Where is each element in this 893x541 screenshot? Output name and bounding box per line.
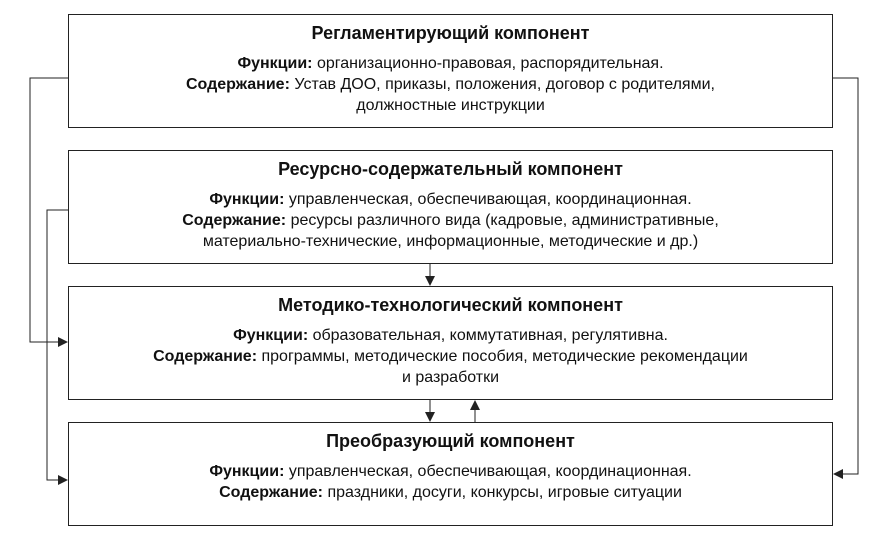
component-box-regulatory — [68, 14, 833, 128]
connector-regulatory-to-transforming — [833, 78, 858, 474]
component-box-resource — [68, 150, 833, 264]
content-line — [79, 210, 822, 231]
functions-text: управленческая, обеспечивающая, координационная. — [288, 191, 692, 208]
component-body — [69, 325, 832, 388]
component-title: Методико-технологический компонент — [278, 295, 623, 315]
content-line-2: материально-технические, информационные, методические и др.) — [202, 233, 699, 250]
component-body — [69, 461, 832, 503]
content-text: праздники, досуги, конкурсы, игровые ситуации — [327, 484, 682, 501]
functions-text: организационно-правовая, распорядительная. — [316, 55, 664, 72]
component-box-methodical — [68, 286, 833, 400]
connector-resource-to-transforming — [47, 210, 68, 480]
functions-label: Функции: — [237, 55, 313, 72]
component-body — [69, 189, 832, 252]
functions-text: образовательная, коммутативная, регулятивна. — [312, 327, 668, 344]
content-line — [79, 482, 822, 503]
functions-label: Функции: — [209, 191, 285, 208]
component-box-transforming — [68, 422, 833, 526]
content-text: программы, методические пособия, методические рекомендации — [261, 348, 748, 365]
content-line-2: должностные инструкции — [356, 97, 545, 114]
content-line — [79, 74, 822, 95]
component-title: Ресурсно-содержательный компонент — [278, 159, 623, 179]
functions-label: Функции: — [233, 327, 309, 344]
component-title: Регламентирующий компонент — [311, 23, 590, 43]
functions-line — [79, 53, 822, 74]
content-line — [79, 346, 822, 367]
content-line-2: и разработки — [401, 369, 500, 386]
component-title: Преобразующий компонент — [326, 431, 575, 451]
functions-label: Функции: — [209, 463, 285, 480]
component-body — [69, 53, 832, 116]
functions-line — [79, 189, 822, 210]
content-label: Содержание: — [186, 76, 290, 93]
content-label: Содержание: — [182, 212, 287, 229]
content-text: Устав ДОО, приказы, положения, договор с родителями, — [294, 76, 715, 93]
functions-text: управленческая, обеспечивающая, координационная. — [288, 463, 692, 480]
content-text: ресурсы различного вида (кадровые, административные, — [290, 212, 719, 229]
functions-line — [79, 461, 822, 482]
content-label: Содержание: — [153, 348, 258, 365]
functions-line — [79, 325, 822, 346]
content-label: Содержание: — [219, 484, 324, 501]
